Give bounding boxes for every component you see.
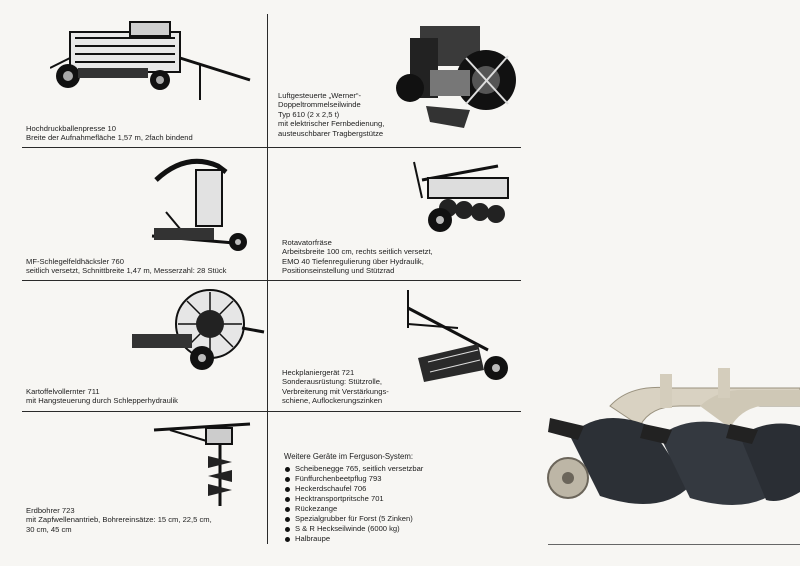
caption-potato: [26, 387, 178, 406]
caption-line: Doppeltrommelseilwinde: [278, 100, 361, 110]
caption-line: mit Zapfwellenantrieb, Bohrereinsätze: 15 cm, 22,5 cm,: [26, 515, 212, 525]
caption-line: Breite der Aufnahmefläche 1,57 m, 2fach bindend: [26, 133, 193, 143]
caption-auger: [26, 506, 212, 534]
caption-line: 30 cm, 45 cm: [26, 524, 72, 534]
caption-line: EMO 40 Tiefenregulierung über Hydraulik,: [282, 256, 424, 266]
list-item: Fünffurchenbeetpflug 793: [284, 474, 423, 484]
tractor-winch-illustration: [390, 18, 518, 130]
caption-leveler: [282, 368, 389, 406]
grid-divider-row-3: [22, 411, 521, 412]
plough-photo: [540, 366, 800, 544]
more-equipment-list: [284, 464, 423, 544]
grid-divider-row-1: [22, 147, 521, 148]
caption-line: Hochdruckballenpresse 10: [26, 124, 116, 133]
caption-harvester: [26, 257, 226, 276]
caption-winch: [278, 91, 384, 138]
rotavator-illustration: [398, 158, 518, 238]
caption-line: schiene, Auflockerungszinken: [282, 396, 383, 406]
grid-divider-row-2: [22, 280, 521, 281]
caption-line: Luftgesteuerte „Werner“-: [278, 91, 362, 100]
caption-line: MF-Schlegelfeldhäcksler 760: [26, 257, 124, 266]
caption-line: Positionseinstellung und Stützrad: [282, 266, 395, 276]
bottom-rule: [548, 544, 800, 545]
caption-line: Erdbohrer 723: [26, 506, 75, 515]
caption-line: Sonderausrüstung: Stützrolle,: [282, 377, 383, 387]
caption-line: Verbreiterung mit Verstärkungs-: [282, 386, 389, 396]
forage-harvester-illustration: [146, 152, 254, 252]
caption-rotavator: [282, 238, 433, 276]
caption-baler: [26, 124, 193, 143]
caption-line: mit elektrischer Fernbedienung,: [278, 119, 385, 129]
list-item: Spezialgrubber für Forst (5 Zinken): [284, 514, 423, 524]
caption-line: Arbeitsbreite 100 cm, rechts seitlich versetzt,: [282, 247, 433, 257]
cell-more-equipment: [284, 452, 423, 544]
caption-line: seitlich versetzt, Schnittbreite 1,47 m, Messerzahl: 28 Stück: [26, 266, 227, 276]
caption-line: Rotavatorfräse: [282, 238, 332, 247]
list-item: S & R Heckseilwinde (6000 kg): [284, 524, 423, 534]
baler-illustration: [50, 18, 260, 108]
caption-line: Heckplaniergerät 721: [282, 368, 355, 377]
caption-line: Kartoffelvollernter 711: [26, 387, 100, 396]
caption-line: mit Hangsteuerung durch Schlepperhydraulik: [26, 396, 178, 406]
caption-line: austeuschbarer Tragbergstütze: [278, 128, 384, 138]
list-item: Hecktransportpritsche 701: [284, 494, 423, 504]
caption-line: Typ 610 (2 x 2,5 t): [278, 109, 340, 119]
list-item: Rückezange: [284, 504, 423, 514]
earth-auger-illustration: [150, 420, 260, 510]
list-item: Heckerdschaufel 706: [284, 484, 423, 494]
grid-divider-vertical: [267, 14, 268, 544]
potato-harvester-illustration: [130, 288, 266, 372]
leveler-illustration: [398, 288, 518, 392]
more-equipment-title: Weitere Geräte im Ferguson-System:: [284, 452, 413, 461]
list-item: Scheibenegge 765, seitlich versetzbar: [284, 464, 423, 474]
list-item: Halbraupe: [284, 534, 423, 544]
